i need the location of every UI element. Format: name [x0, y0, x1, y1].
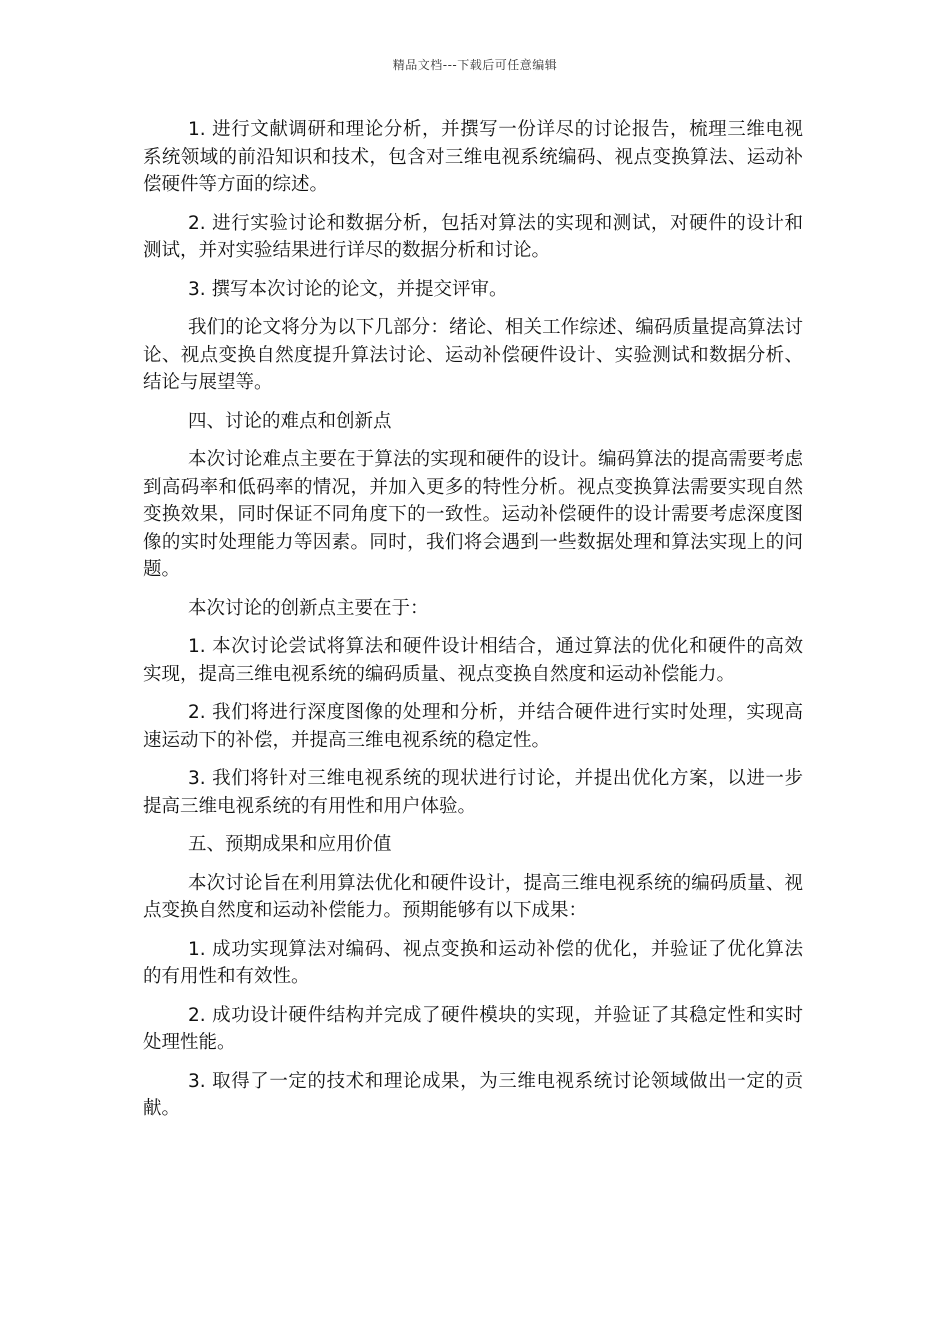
page-header: 精品文档---下载后可任意编辑: [392, 58, 558, 72]
paragraph-outcome-1: 1. 成功实现算法对编码、视点变换和运动补偿的优化，并验证了优化算法的有用性和有效性。: [143, 938, 803, 987]
document-body: [143, 116, 803, 1134]
paragraph-thesis-outline: 我们的论文将分为以下几部分：绪论、相关工作综述、编码质量提高算法讨论、视点变换自然度提升算法讨论、运动补偿硬件设计、实验测试和数据分析、结论与展望等。: [143, 317, 803, 393]
paragraph-task-2: 2. 进行实验讨论和数据分析，包括对算法的实现和测试，对硬件的设计和测试，并对实验结果进行详尽的数据分析和讨论。: [143, 212, 803, 261]
paragraph-innovation-2: 2. 我们将进行深度图像的处理和分析，并结合硬件进行实时处理，实现高速运动下的补偿，并提高三维电视系统的稳定性。: [143, 702, 803, 751]
paragraph-outcome-3: 3. 取得了一定的技术和理论成果，为三维电视系统讨论领域做出一定的贡献。: [143, 1070, 803, 1119]
section-heading-difficulties: 四、讨论的难点和创新点: [188, 410, 392, 432]
paragraph-outcomes-intro: 本次讨论旨在利用算法优化和硬件设计，提高三维电视系统的编码质量、视点变换自然度和运动补偿能力。预期能够有以下成果：: [143, 872, 803, 921]
paragraph-task-1: 1. 进行文献调研和理论分析，并撰写一份详尽的讨论报告，梳理三维电视系统领域的前沿知识和技术，包含对三维电视系统编码、视点变换算法、运动补偿硬件等方面的综述。: [143, 119, 803, 195]
section-heading-outcomes: 五、预期成果和应用价值: [188, 834, 392, 855]
paragraph-innovation-3: 3. 我们将针对三维电视系统的现状进行讨论，并提出优化方案，以进一步提高三维电视系统的有用性和用户体验。: [143, 768, 803, 817]
paragraph-outcome-2: 2. 成功设计硬件结构并完成了硬件模块的实现，并验证了其稳定性和实时处理性能。: [143, 1004, 803, 1053]
paragraph-task-3: 3. 撰写本次讨论的论文，并提交评审。: [188, 278, 508, 300]
paragraph-innovation-intro: 本次讨论的创新点主要在于：: [188, 597, 429, 619]
paragraph-innovation-1: 1. 本次讨论尝试将算法和硬件设计相结合，通过算法的优化和硬件的高效实现，提高三维电视系统的编码质量、视点变换自然度和运动补偿能力。: [143, 636, 803, 685]
paragraph-difficulties: 本次讨论难点主要在于算法的实现和硬件的设计。编码算法的提高需要考虑到高码率和低码率的情况，并加入更多的特性分析。视点变换算法需要实现自然变换效果，同时保证不同角度下的一致性。运动补偿硬件的设计需要考虑深度图像的实时处理能力等因素。同时，我们将会遇到一些数据处理和算法实现上的问题。: [143, 449, 803, 580]
